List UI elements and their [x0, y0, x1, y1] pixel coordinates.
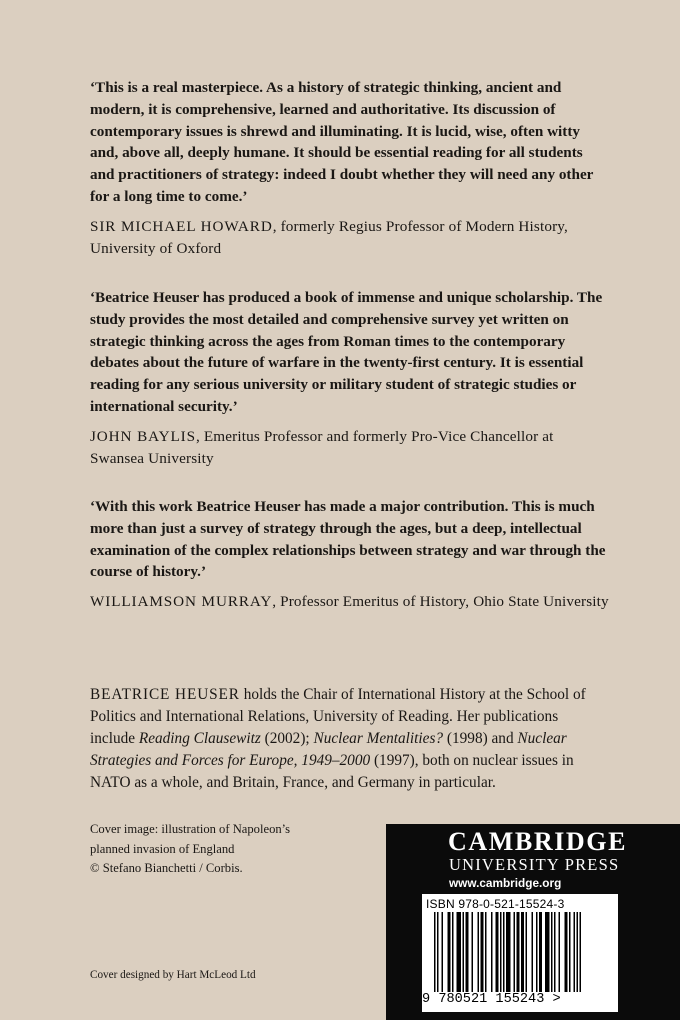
barcode-bar [514, 912, 516, 992]
bio-text: (1998) and [443, 730, 518, 747]
author-bio [90, 684, 600, 794]
barcode-digits [422, 992, 618, 1008]
barcode-bar [481, 912, 484, 992]
barcode-bar [565, 912, 568, 992]
cover-designer-credit: Cover designed by Hart McLeod Ltd [90, 969, 256, 981]
credit-line: planned invasion of England [90, 841, 235, 856]
barcode-bar [448, 912, 451, 992]
barcode-bar [559, 912, 561, 992]
barcode-bar [580, 912, 582, 992]
author-name: BEATRICE HEUSER [90, 686, 240, 703]
barcode-bar [500, 912, 502, 992]
barcode-arrow: > [552, 992, 561, 1007]
barcode-bar [545, 912, 550, 992]
barcode-bar [551, 912, 553, 992]
barcode-bar [457, 912, 462, 992]
isbn-barcode [422, 894, 618, 1012]
barcode-bar [434, 912, 436, 992]
credit-line: Cover image: illustration of Napoleon’s [90, 822, 291, 836]
barcode-number: 9 780521 155243 [422, 992, 545, 1007]
barcode-bar [485, 912, 487, 992]
review-quote: ‘This is a real masterpiece. As a history of strategic thinking, ancient and modern, it is comprehensive, learned and authoritative. Its discussion of contemporary issues is shrewd and illuminating. It is lucid, wise, often witty and, above all, deeply humane. It should be essential reading for all students and practitioners of strategy: indeed I doubt whether they will need any other for a long time to come.’ [90, 79, 594, 205]
barcode-bar [539, 912, 542, 992]
barcode-bar [521, 912, 524, 992]
publisher-box [386, 824, 680, 1020]
publisher-subtitle: UNIVERSITY PRESS [449, 855, 620, 874]
barcode-bar [554, 912, 556, 992]
cover-image-credit [90, 820, 350, 879]
review-attribution [90, 426, 610, 470]
review-attribution [90, 216, 610, 260]
barcode-bar [491, 912, 493, 992]
bio-text: holds the Chair of International History at the School of Politics and International Relations, University of Reading. Her publications include [90, 686, 586, 747]
barcode-bar [532, 912, 534, 992]
book-title: Reading Clausewitz [138, 730, 261, 747]
barcode-bar [496, 912, 499, 992]
reviewer-affiliation: , Professor Emeritus of History, Ohio State University [272, 593, 609, 611]
reviewer-name: SIR MICHAEL HOWARD [90, 217, 273, 235]
barcode-bar [569, 912, 571, 992]
barcode-bar [506, 912, 511, 992]
reviewer-name: JOHN BAYLIS [90, 427, 196, 445]
bio-text: (2002); [260, 730, 314, 747]
barcode-bar [442, 912, 444, 992]
credit-line: © Stefano Bianchetti / Corbis. [90, 861, 243, 875]
isbn-text: ISBN 978-0-521-15524-3 [426, 897, 565, 911]
reviewer-name: WILLIAMSON MURRAY [90, 593, 273, 611]
publisher-url: www.cambridge.org [449, 876, 562, 890]
publisher-name: CAMBRIDGE [448, 827, 628, 856]
review-quote: ‘With this work Beatrice Heuser has made a major contribution. This is much more than just a survey of strategy through the ages, but a deep, intellectual examination of the complex relationships between strategy and war through the course of history.’ [90, 498, 606, 581]
barcode-bar [472, 912, 474, 992]
review-attribution [90, 591, 610, 613]
barcode-bar [536, 912, 538, 992]
review-3 [90, 496, 610, 613]
review-quote: ‘Beatrice Heuser has produced a book of immense and unique scholarship. The study provides the most detailed and comprehensive survey yet written on strategic thinking across the ages from Roman times to the contemporary debates about the future of warfare in the twenty-first century. It is essential reading for any serious university or military student of strategic studies or international security.’ [90, 289, 603, 415]
barcode-bars [430, 912, 614, 992]
barcode-bar [577, 912, 579, 992]
book-title: Nuclear Strategies and Forces for Europe, 1949–2000 [90, 730, 567, 769]
bio-text: (1997), both on nuclear issues in NATO as a whole, and Britain, France, and Germany in particular. [90, 752, 574, 791]
review-1 [90, 77, 610, 259]
reviewer-affiliation: , formerly Regius Professor of Modern History, University of Oxford [90, 217, 568, 257]
barcode-bar [466, 912, 469, 992]
barcode-bar [526, 912, 528, 992]
review-2 [90, 287, 610, 469]
barcode-bar [503, 912, 505, 992]
barcode-bar [437, 912, 439, 992]
barcode-bar [452, 912, 454, 992]
barcode-bar [517, 912, 520, 992]
barcode-bar [574, 912, 576, 992]
barcode-bar [463, 912, 465, 992]
reviewer-affiliation: , Emeritus Professor and formerly Pro-Vice Chancellor at Swansea University [90, 427, 554, 467]
barcode-bar [478, 912, 480, 992]
book-title: Nuclear Mentalities? [313, 730, 444, 747]
